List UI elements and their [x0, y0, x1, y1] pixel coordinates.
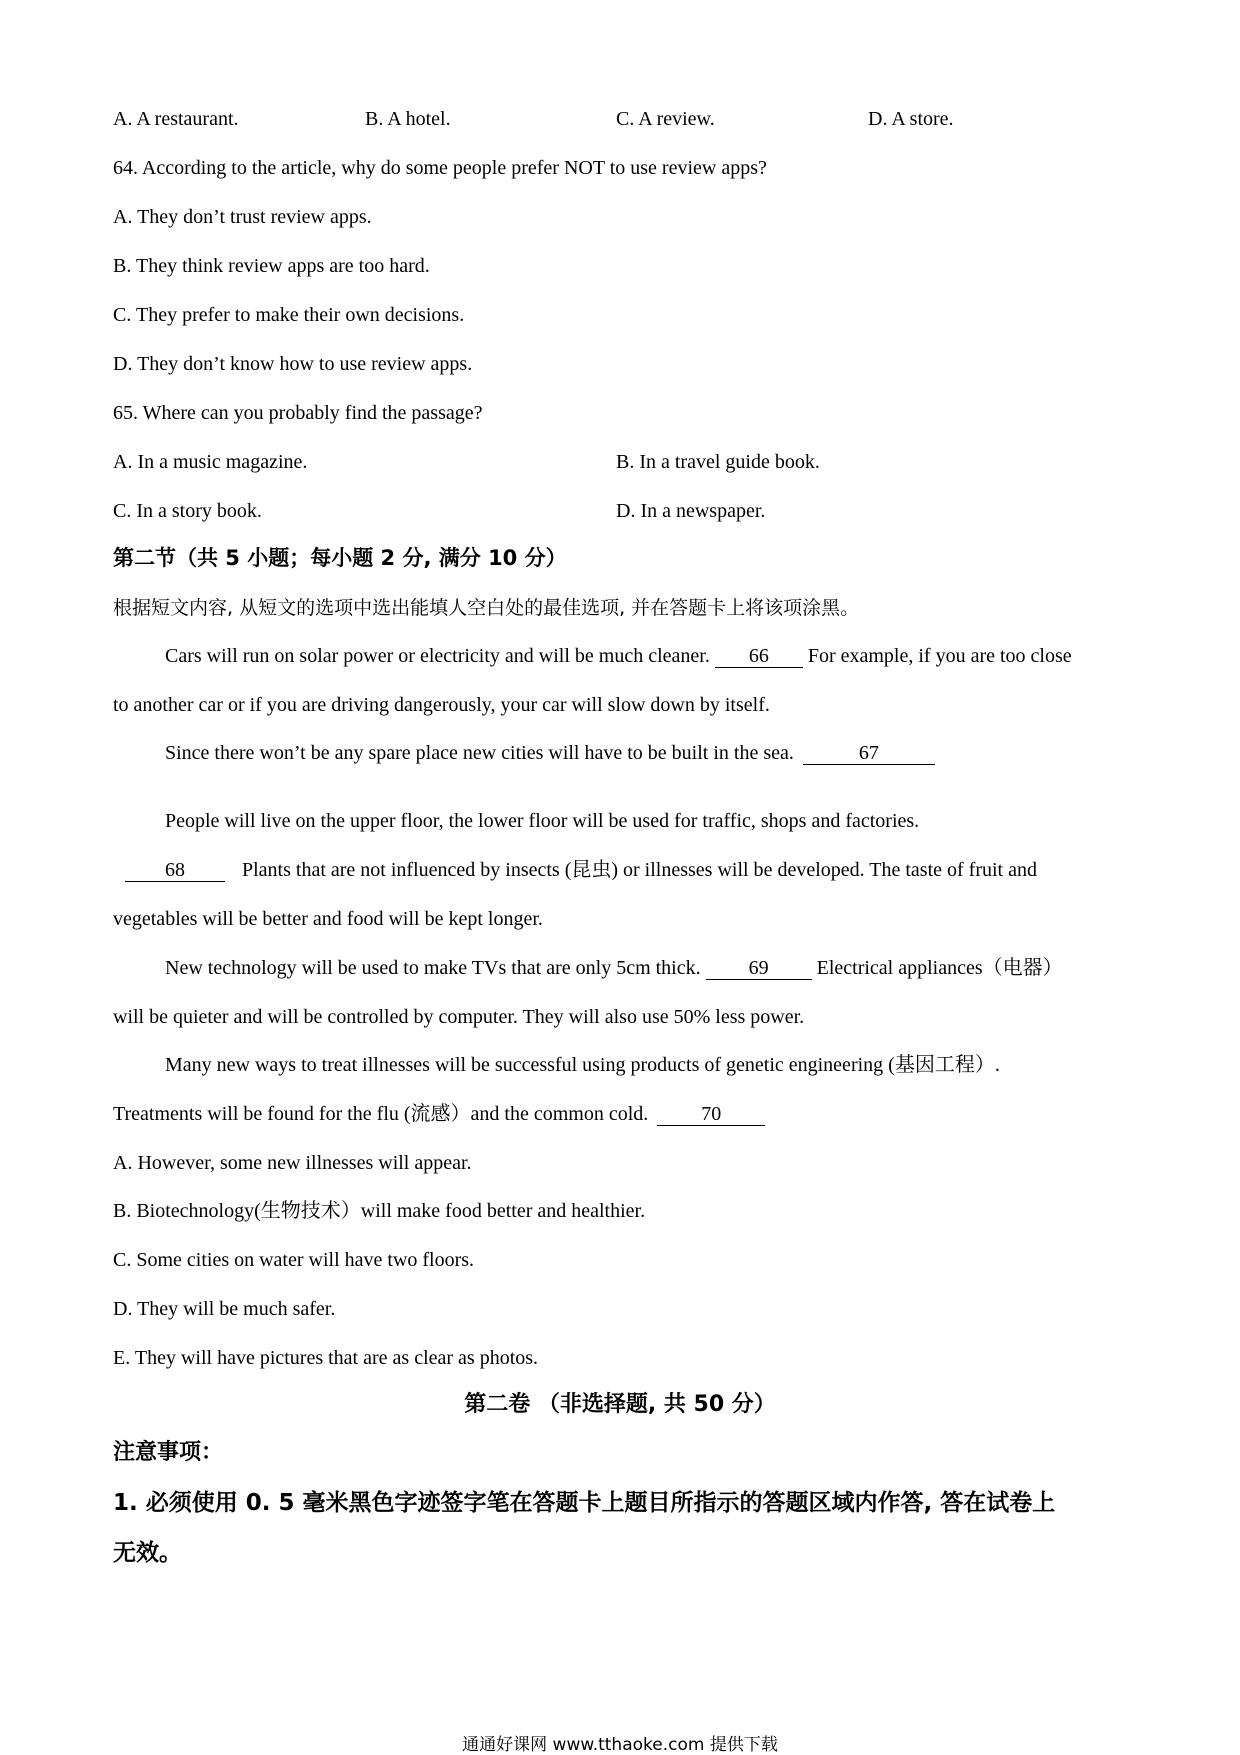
passage-p5-line1: [165, 955, 1063, 981]
section2-instruction: 根据短文内容, 从短文的选项中选出能填人空白处的最佳选项, 并在答题卡上将该项涂黑。: [113, 597, 860, 619]
q63-option-b: B. A hotel.: [365, 108, 451, 130]
choice-e: E. They will have pictures that are as clear as photos.: [113, 1347, 539, 1369]
q65-option-a: A. In a music magazine.: [113, 451, 308, 473]
passage-p1-text-b: For example, if you are too close: [807, 645, 1072, 667]
q64-option-d: D. They don’t know how to use review apps.: [113, 353, 473, 375]
blank-66: 66: [715, 645, 803, 668]
notice-item-1-line1: 1. 必须使用 0. 5 毫米黑色字迹签字笔在答题卡上题目所指示的答题区域内作答, 答在试卷上: [113, 1490, 1056, 1516]
q63-option-c: C. A review.: [616, 108, 715, 130]
passage-p1-line1: [165, 643, 1072, 669]
passage-p5-line2: will be quieter and will be controlled by computer. They will also use 50% less power.: [113, 1006, 805, 1028]
section2-heading: 第二节（共 5 小题；每小题 2 分, 满分 10 分）: [113, 546, 567, 570]
passage-p6-text: Treatments will be found for the flu (流感）and the common cold.: [113, 1103, 649, 1125]
passage-p6-line1: Many new ways to treat illnesses will be successful using products of genetic engineering (基因工程）.: [165, 1054, 1000, 1076]
choice-a: A. However, some new illnesses will appear.: [113, 1152, 472, 1174]
passage-p3: People will live on the upper floor, the lower floor will be used for traffic, shops and factories.: [165, 810, 920, 832]
part2-title: 第二卷 （非选择题, 共 50 分）: [464, 1392, 776, 1417]
q64-option-c: C. They prefer to make their own decisions.: [113, 304, 465, 326]
choice-c: C. Some cities on water will have two floors.: [113, 1249, 475, 1271]
choice-b: B. Biotechnology(生物技术）will make food better and healthier.: [113, 1200, 646, 1222]
blank-69: 69: [706, 957, 812, 980]
q65-option-d: D. In a newspaper.: [616, 500, 766, 522]
passage-p6-line2: [113, 1101, 765, 1127]
passage-p5-text-a: New technology will be used to make TVs that are only 5cm thick.: [165, 957, 701, 979]
q64-stem: 64. According to the article, why do some people prefer NOT to use review apps?: [113, 157, 767, 179]
passage-p1-line2: to another car or if you are driving dangerously, your car will slow down by itself.: [113, 694, 770, 716]
notice-item-1-line2: 无效。: [113, 1540, 182, 1566]
notice-heading: 注意事项：: [113, 1440, 224, 1465]
blank-67: 67: [803, 742, 935, 765]
q65-stem: 65. Where can you probably find the passage?: [113, 402, 483, 424]
passage-p4-line2: vegetables will be better and food will be kept longer.: [113, 908, 543, 930]
passage-p5-text-b: Electrical appliances（电器）: [816, 957, 1063, 979]
passage-p4-text-a: Plants that are not influenced by insects (昆虫) or illnesses will be developed. The taste of fruit and: [242, 859, 1037, 881]
passage-p1-text-a: Cars will run on solar power or electricity and will be much cleaner.: [165, 645, 710, 667]
q64-option-b: B. They think review apps are too hard.: [113, 255, 430, 277]
q65-option-b: B. In a travel guide book.: [616, 451, 820, 473]
passage-p2-line1: [165, 740, 935, 766]
passage-p4-line1: [113, 857, 1037, 883]
choice-d: D. They will be much safer.: [113, 1298, 336, 1320]
page-footer: 通通好课网 www.tthaoke.com 提供下载: [462, 1735, 778, 1755]
q63-option-a: A. A restaurant.: [113, 108, 239, 130]
q64-option-a: A. They don’t trust review apps.: [113, 206, 372, 228]
blank-68: 68: [125, 859, 225, 882]
q65-option-c: C. In a story book.: [113, 500, 262, 522]
blank-70: 70: [657, 1103, 765, 1126]
q63-option-d: D. A store.: [868, 108, 954, 130]
passage-p2-text: Since there won’t be any spare place new cities will have to be built in the sea.: [165, 742, 794, 764]
